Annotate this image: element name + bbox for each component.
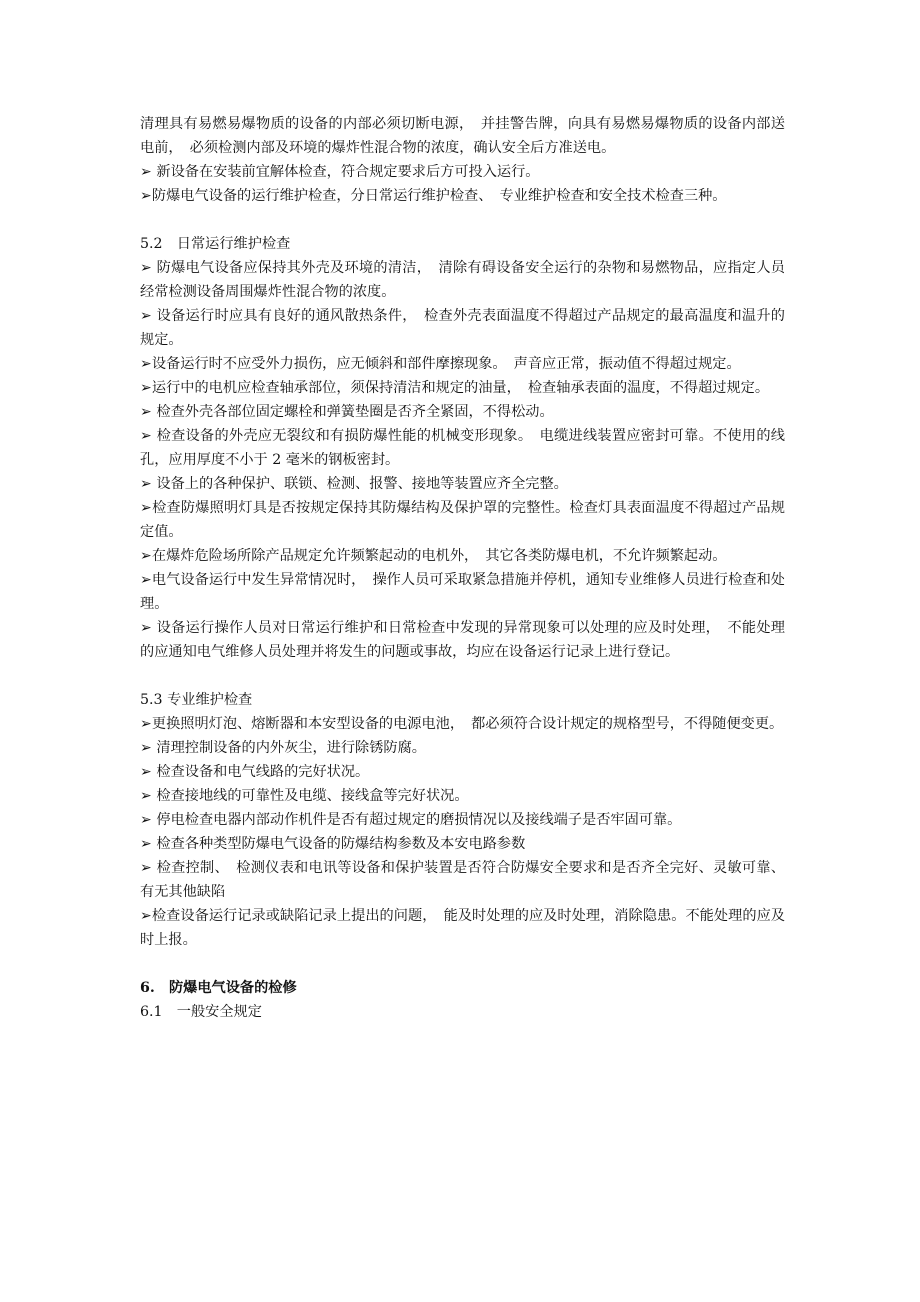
- list-item: ➢ 设备上的各种保护、联锁、检测、报警、接地等装置应齐全完整。: [140, 476, 568, 492]
- list-item: ➢ 检查设备和电气线路的完好状况。: [140, 764, 370, 780]
- section-5-3: [140, 688, 785, 952]
- list-item: ➢ 防爆电气设备应保持其外壳及环境的清洁， 清除有碍设备安全运行的杂物和易燃物品，应指定人员经常检测设备周围爆炸性混合物的浓度。: [140, 260, 785, 300]
- list-item: ➢ 设备运行时应具有良好的通风散热条件， 检查外壳表面温度不得超过产品规定的最高温度和温升的规定。: [140, 308, 785, 348]
- intro-bullet-inspection-types: ➢防爆电气设备的运行维护检查，分日常运行维护检查、 专业维护检查和安全技术检查三种。: [140, 188, 727, 204]
- list-item: ➢检查设备运行记录或缺陷记录上提出的问题， 能及时处理的应及时处理，消除隐患。不能处理的应及时上报。: [140, 908, 785, 948]
- intro-paragraph: 清理具有易燃易爆物质的设备的内部必须切断电源， 并挂警告牌，向具有易燃易爆物质的设备内部送电前， 必须检测内部及环境的爆炸性混合物的浓度，确认安全后方准送电。: [140, 116, 785, 156]
- list-item: ➢ 检查设备的外壳应无裂纹和有损防爆性能的机械变形现象。 电缆进线装置应密封可靠。不使用的线孔，应用厚度不小于 2 毫米的钢板密封。: [140, 428, 785, 468]
- spacer: [140, 208, 785, 232]
- section-6-1-heading: 6.1 一般安全规定: [140, 1004, 262, 1020]
- list-item: ➢ 检查控制、 检测仪表和电讯等设备和保护装置是否符合防爆安全要求和是否齐全完好、灵敏可靠、有无其他缺陷: [140, 860, 785, 900]
- list-item: ➢ 检查各种类型防爆电气设备的防爆结构参数及本安电路参数: [140, 836, 526, 852]
- section-5-3-heading: 5.3 专业维护检查: [140, 692, 253, 708]
- list-item: ➢检查防爆照明灯具是否按规定保持其防爆结构及保护罩的完整性。检查灯具表面温度不得超过产品规定值。: [140, 500, 785, 540]
- section-6-heading: 6. 防爆电气设备的检修: [140, 980, 297, 996]
- section-5-2: [140, 232, 785, 664]
- intro-section: [140, 112, 785, 208]
- intro-bullet-new-equipment: ➢ 新设备在安装前宜解体检查，符合规定要求后方可投入运行。: [140, 164, 540, 180]
- document-page: [140, 112, 785, 1024]
- spacer: [140, 952, 785, 976]
- list-item: ➢设备运行时不应受外力损伤，应无倾斜和部件摩擦现象。 声音应正常，振动值不得超过规定。: [140, 356, 741, 372]
- list-item: ➢ 检查接地线的可靠性及电缆、接线盒等完好状况。: [140, 788, 469, 804]
- section-5-2-heading: 5.2 日常运行维护检查: [140, 236, 291, 252]
- list-item: ➢ 清理控制设备的内外灰尘，进行除锈防腐。: [140, 740, 426, 756]
- spacer: [140, 664, 785, 688]
- list-item: ➢ 检查外壳各部位固定螺栓和弹簧垫圈是否齐全紧固，不得松动。: [140, 404, 554, 420]
- list-item: ➢在爆炸危险场所除产品规定允许频繁起动的电机外， 其它各类防爆电机，不允许频繁起动。: [140, 548, 727, 564]
- list-item: ➢ 设备运行操作人员对日常运行维护和日常检查中发现的异常现象可以处理的应及时处理， 不能处理的应通知电气维修人员处理并将发生的问题或事故，均应在设备运行记录上进行登记。: [140, 620, 785, 660]
- section-6: [140, 976, 785, 1024]
- list-item: ➢ 停电检查电器内部动作机件是否有超过规定的磨损情况以及接线端子是否牢固可靠。: [140, 812, 682, 828]
- list-item: ➢更换照明灯泡、熔断器和本安型设备的电源电池， 都必须符合设计规定的规格型号，不得随便变更。: [140, 716, 784, 732]
- list-item: ➢运行中的电机应检查轴承部位，须保持清洁和规定的油量， 检查轴承表面的温度，不得超过规定。: [140, 380, 770, 396]
- list-item: ➢电气设备运行中发生异常情况时， 操作人员可采取紧急措施并停机，通知专业维修人员进行检查和处理。: [140, 572, 785, 612]
